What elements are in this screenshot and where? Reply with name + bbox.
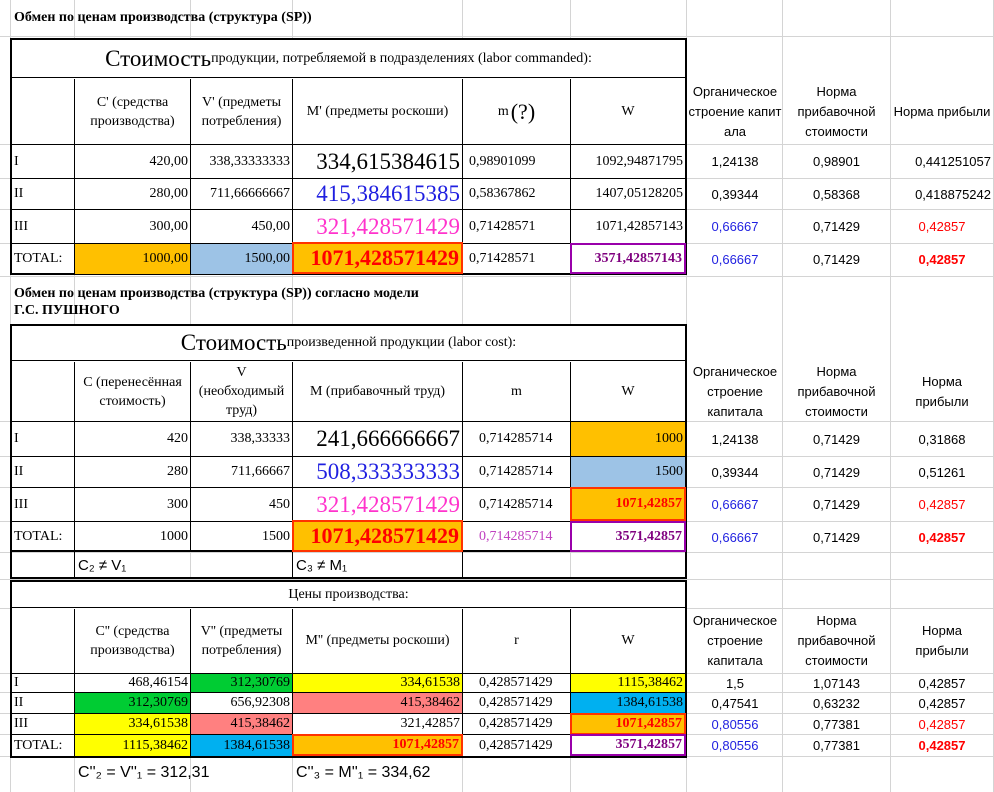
s1-row2-org: 0,39344 bbox=[711, 186, 759, 202]
s1-row1-surplus: 0,98901 bbox=[813, 154, 860, 169]
s3-row1-c: 468,46154 bbox=[128, 675, 188, 690]
s1-header-surplus: Норма прибавочной стоимости bbox=[797, 83, 876, 139]
s1-header-m: M' (предметы роскоши) bbox=[306, 103, 449, 119]
s1-row3-surplus: 0,71429 bbox=[813, 219, 860, 234]
s2-note-left: C₂ ≠ V₁ bbox=[78, 556, 127, 574]
s1-row3-org: 0,66667 bbox=[711, 219, 759, 234]
s2-total-label: TOTAL: bbox=[14, 529, 63, 544]
s3-row1-label: I bbox=[14, 675, 19, 690]
s2-row1-org: 1,24138 bbox=[711, 431, 759, 447]
s3-total-w: 3571,42857 bbox=[570, 734, 686, 756]
s3-row3-m: 321,42857 bbox=[400, 716, 460, 731]
s3-total-profit: 0,42857 bbox=[918, 738, 966, 753]
s3-formula-right: C''₃ = M''₁ = 334,62 bbox=[296, 764, 431, 781]
s1-row3-label: III bbox=[14, 218, 28, 234]
s1-total-v: 1500,00 bbox=[191, 244, 292, 274]
s3-row2-v: 656,92308 bbox=[230, 695, 290, 710]
s2-row1-w: 1000 bbox=[571, 422, 685, 456]
s2-row2-m: 508,333333333 bbox=[316, 459, 460, 484]
s1-total-label: TOTAL: bbox=[14, 251, 63, 266]
s1-total-surplus: 0,71429 bbox=[813, 251, 860, 267]
s3-row2-m: 415,38462 bbox=[293, 693, 462, 713]
s2-row3-org: 0,66667 bbox=[711, 497, 759, 512]
s3-header-profit: Норма прибыли bbox=[915, 623, 969, 658]
s3-row1-v: 312,30769 bbox=[191, 674, 292, 692]
s3-header-org: Органическое строение капитала bbox=[692, 613, 778, 668]
s1-row1-w: 1092,94871795 bbox=[595, 153, 683, 169]
s2-row1-c: 420 bbox=[167, 431, 188, 446]
s2-total-profit: 0,42857 bbox=[918, 529, 966, 545]
s3-row2-surplus: 0,63232 bbox=[813, 695, 860, 711]
s2-header-profit: Норма прибыли bbox=[915, 373, 969, 409]
s1-total-profit: 0,42857 bbox=[918, 251, 966, 267]
s2-row2-org: 0,39344 bbox=[711, 464, 759, 480]
s3-total-surplus: 0,77381 bbox=[813, 738, 860, 753]
s1-row1-profit: 0,441251057 bbox=[915, 154, 991, 169]
s3-row1-w: 1115,38462 bbox=[571, 674, 685, 692]
s1-row1-c: 420,00 bbox=[149, 153, 188, 169]
s1-row2-m: 415,384615385 bbox=[316, 181, 460, 206]
s2-row3-profit: 0,42857 bbox=[918, 497, 966, 512]
s3-row3-c: 334,61538 bbox=[75, 714, 190, 734]
s2-row3-label: III bbox=[14, 496, 28, 512]
section3-banner: Цены производства: bbox=[12, 582, 685, 608]
s1-row2-label: II bbox=[14, 186, 24, 201]
s2-row1-v: 338,33333 bbox=[230, 431, 290, 446]
s3-row2-label: II bbox=[14, 695, 24, 710]
s2-header-org: Органическое строение капитала bbox=[692, 363, 778, 419]
s3-header-w: W bbox=[621, 633, 635, 648]
s2-header-surplus: Норма прибавочной стоимости bbox=[797, 363, 876, 419]
s1-row1-org: 1,24138 bbox=[711, 154, 759, 169]
s1-row2-surplus: 0,58368 bbox=[813, 186, 860, 202]
s1-total-c: 1000,00 bbox=[75, 244, 190, 274]
s3-row2-profit: 0,42857 bbox=[918, 695, 966, 711]
s2-row3-c: 300 bbox=[167, 496, 188, 512]
s2-header-c: C (перенесённая стоимость) bbox=[83, 374, 182, 409]
s1-header-w: W bbox=[621, 103, 635, 119]
s1-header-mq-a: m bbox=[497, 103, 509, 119]
s1-total-w: 3571,42857143 bbox=[570, 243, 686, 274]
s1-header-mq-b: (?) bbox=[510, 98, 536, 124]
s2-row1-mq: 0,714285714 bbox=[479, 431, 553, 446]
s2-row2-v: 711,66667 bbox=[231, 464, 290, 479]
s3-total-m: 1071,42857 bbox=[292, 734, 463, 756]
s3-row2-org: 0,47541 bbox=[711, 695, 759, 711]
s3-total-label: TOTAL: bbox=[14, 737, 63, 753]
s3-row1-m: 334,61538 bbox=[293, 674, 462, 692]
section2-title-line2: Г.С. ПУШНОГО bbox=[14, 303, 120, 318]
s2-row3-m: 321,428571429 bbox=[316, 491, 460, 517]
s3-header-m: M'' (предметы роскоши) bbox=[305, 633, 450, 648]
s1-row2-w: 1407,05128205 bbox=[595, 186, 683, 201]
s1-row2-v: 711,66666667 bbox=[210, 186, 290, 201]
s1-header-c: C' (средства производства) bbox=[90, 94, 175, 129]
s2-row1-profit: 0,31868 bbox=[918, 431, 966, 447]
section1-banner-big: Стоимость bbox=[105, 45, 212, 71]
s1-row2-c: 280,00 bbox=[149, 186, 188, 201]
s3-row3-v: 415,38462 bbox=[191, 714, 292, 734]
s1-row1-m: 334,615384615 bbox=[316, 148, 460, 174]
s3-header-surplus: Норма прибавочной стоимости bbox=[797, 613, 876, 668]
s1-row3-v: 450,00 bbox=[251, 218, 290, 234]
s2-header-w: W bbox=[621, 383, 635, 399]
s2-total-c: 1000 bbox=[160, 529, 188, 544]
section2-banner-small: произведенной продукции (labor cost): bbox=[286, 335, 517, 350]
section2-title-line1: Обмен по ценам производства (структура (SP)) согласно модели bbox=[14, 286, 419, 301]
s1-header-v: V' (предметы потребления) bbox=[201, 94, 282, 129]
s2-row3-surplus: 0,71429 bbox=[813, 497, 860, 512]
section1-title: Обмен по ценам производства (структура (SP)) bbox=[14, 10, 312, 25]
section1-banner bbox=[12, 40, 685, 78]
s1-row2-profit: 0,418875242 bbox=[915, 186, 991, 202]
s2-row3-w: 1071,42857 bbox=[570, 487, 686, 521]
s1-total-m: 1071,428571429 bbox=[292, 242, 463, 274]
s3-row2-w: 1384,61538 bbox=[571, 693, 685, 713]
s2-total-surplus: 0,71429 bbox=[813, 529, 860, 545]
s2-row1-surplus: 0,71429 bbox=[813, 431, 860, 447]
s2-header-v: V (необходимый труд) bbox=[198, 365, 285, 418]
s3-formula-left: C''₂ = V''₁ = 312,31 bbox=[78, 764, 210, 781]
s3-row2-c: 312,30769 bbox=[75, 693, 190, 713]
s2-row3-mq: 0,714285714 bbox=[479, 496, 553, 512]
s2-total-w: 3571,42857 bbox=[570, 521, 686, 552]
s3-header-v: V'' (предметы потребления) bbox=[200, 624, 283, 658]
s2-header-mq: m bbox=[511, 383, 522, 399]
s3-header-c: C'' (средства производства) bbox=[90, 624, 175, 658]
s3-total-org: 0,80556 bbox=[711, 738, 759, 753]
s2-total-v: 1500 bbox=[262, 529, 290, 544]
s3-row1-profit: 0,42857 bbox=[918, 675, 966, 691]
section2-banner-big: Стоимость bbox=[180, 330, 287, 355]
s1-row3-c: 300,00 bbox=[149, 218, 188, 234]
s3-row1-surplus: 1,07143 bbox=[813, 675, 860, 691]
s2-row2-surplus: 0,71429 bbox=[813, 464, 860, 480]
s2-row2-label: II bbox=[14, 464, 24, 479]
s3-row1-r: 0,428571429 bbox=[479, 675, 553, 690]
s2-row1-label: I bbox=[14, 431, 19, 446]
s1-total-mq: 0,71428571 bbox=[469, 251, 536, 266]
s2-row1-m: 241,666666667 bbox=[316, 426, 460, 451]
s1-row3-mq: 0,71428571 bbox=[469, 218, 536, 234]
s2-row3-v: 450 bbox=[269, 496, 290, 512]
s2-header-m: M (прибавочный труд) bbox=[309, 383, 446, 399]
s2-row2-c: 280 bbox=[167, 464, 188, 479]
s2-row2-w: 1500 bbox=[571, 457, 685, 487]
s3-row3-label: III bbox=[14, 716, 28, 731]
s1-row2-mq: 0,58367862 bbox=[469, 186, 536, 201]
s2-row2-mq: 0,714285714 bbox=[479, 464, 553, 479]
section1-banner-small: продукции, потребляемой в подразделениях (labor commanded): bbox=[211, 50, 592, 66]
s3-total-c: 1115,38462 bbox=[75, 735, 190, 756]
s3-header-r: r bbox=[514, 633, 519, 648]
s2-total-org: 0,66667 bbox=[711, 529, 759, 545]
s3-row3-w: 1071,42857 bbox=[570, 713, 686, 735]
s2-row2-profit: 0,51261 bbox=[918, 464, 966, 480]
section2-banner bbox=[12, 326, 685, 361]
s1-row1-v: 338,33333333 bbox=[209, 153, 290, 169]
s3-row3-r: 0,428571429 bbox=[479, 716, 553, 731]
s1-row3-w: 1071,42857143 bbox=[595, 218, 683, 234]
s3-row2-r: 0,428571429 bbox=[479, 695, 553, 710]
s1-row1-mq: 0,98901099 bbox=[469, 153, 536, 169]
s3-total-v: 1384,61538 bbox=[191, 735, 292, 756]
s1-row1-label: I bbox=[14, 153, 19, 169]
s3-row3-org: 0,80556 bbox=[711, 716, 759, 732]
s1-row3-m: 321,428571429 bbox=[316, 213, 460, 239]
s1-header-org: Органическое строение капитала bbox=[688, 83, 782, 139]
s2-total-m: 1071,428571429 bbox=[292, 520, 463, 552]
s1-header-profit: Норма прибыли bbox=[893, 103, 991, 119]
s1-header-mq bbox=[463, 79, 570, 144]
s1-total-org: 0,66667 bbox=[711, 251, 759, 267]
s3-row1-org: 1,5 bbox=[725, 675, 745, 691]
s3-total-r: 0,428571429 bbox=[479, 737, 553, 753]
s3-row3-surplus: 0,77381 bbox=[813, 716, 860, 732]
s1-row3-profit: 0,42857 bbox=[918, 219, 966, 234]
s2-total-mq: 0,714285714 bbox=[479, 529, 553, 544]
s2-note-right: C₃ ≠ M₁ bbox=[296, 556, 348, 574]
s3-row3-profit: 0,42857 bbox=[918, 716, 966, 732]
